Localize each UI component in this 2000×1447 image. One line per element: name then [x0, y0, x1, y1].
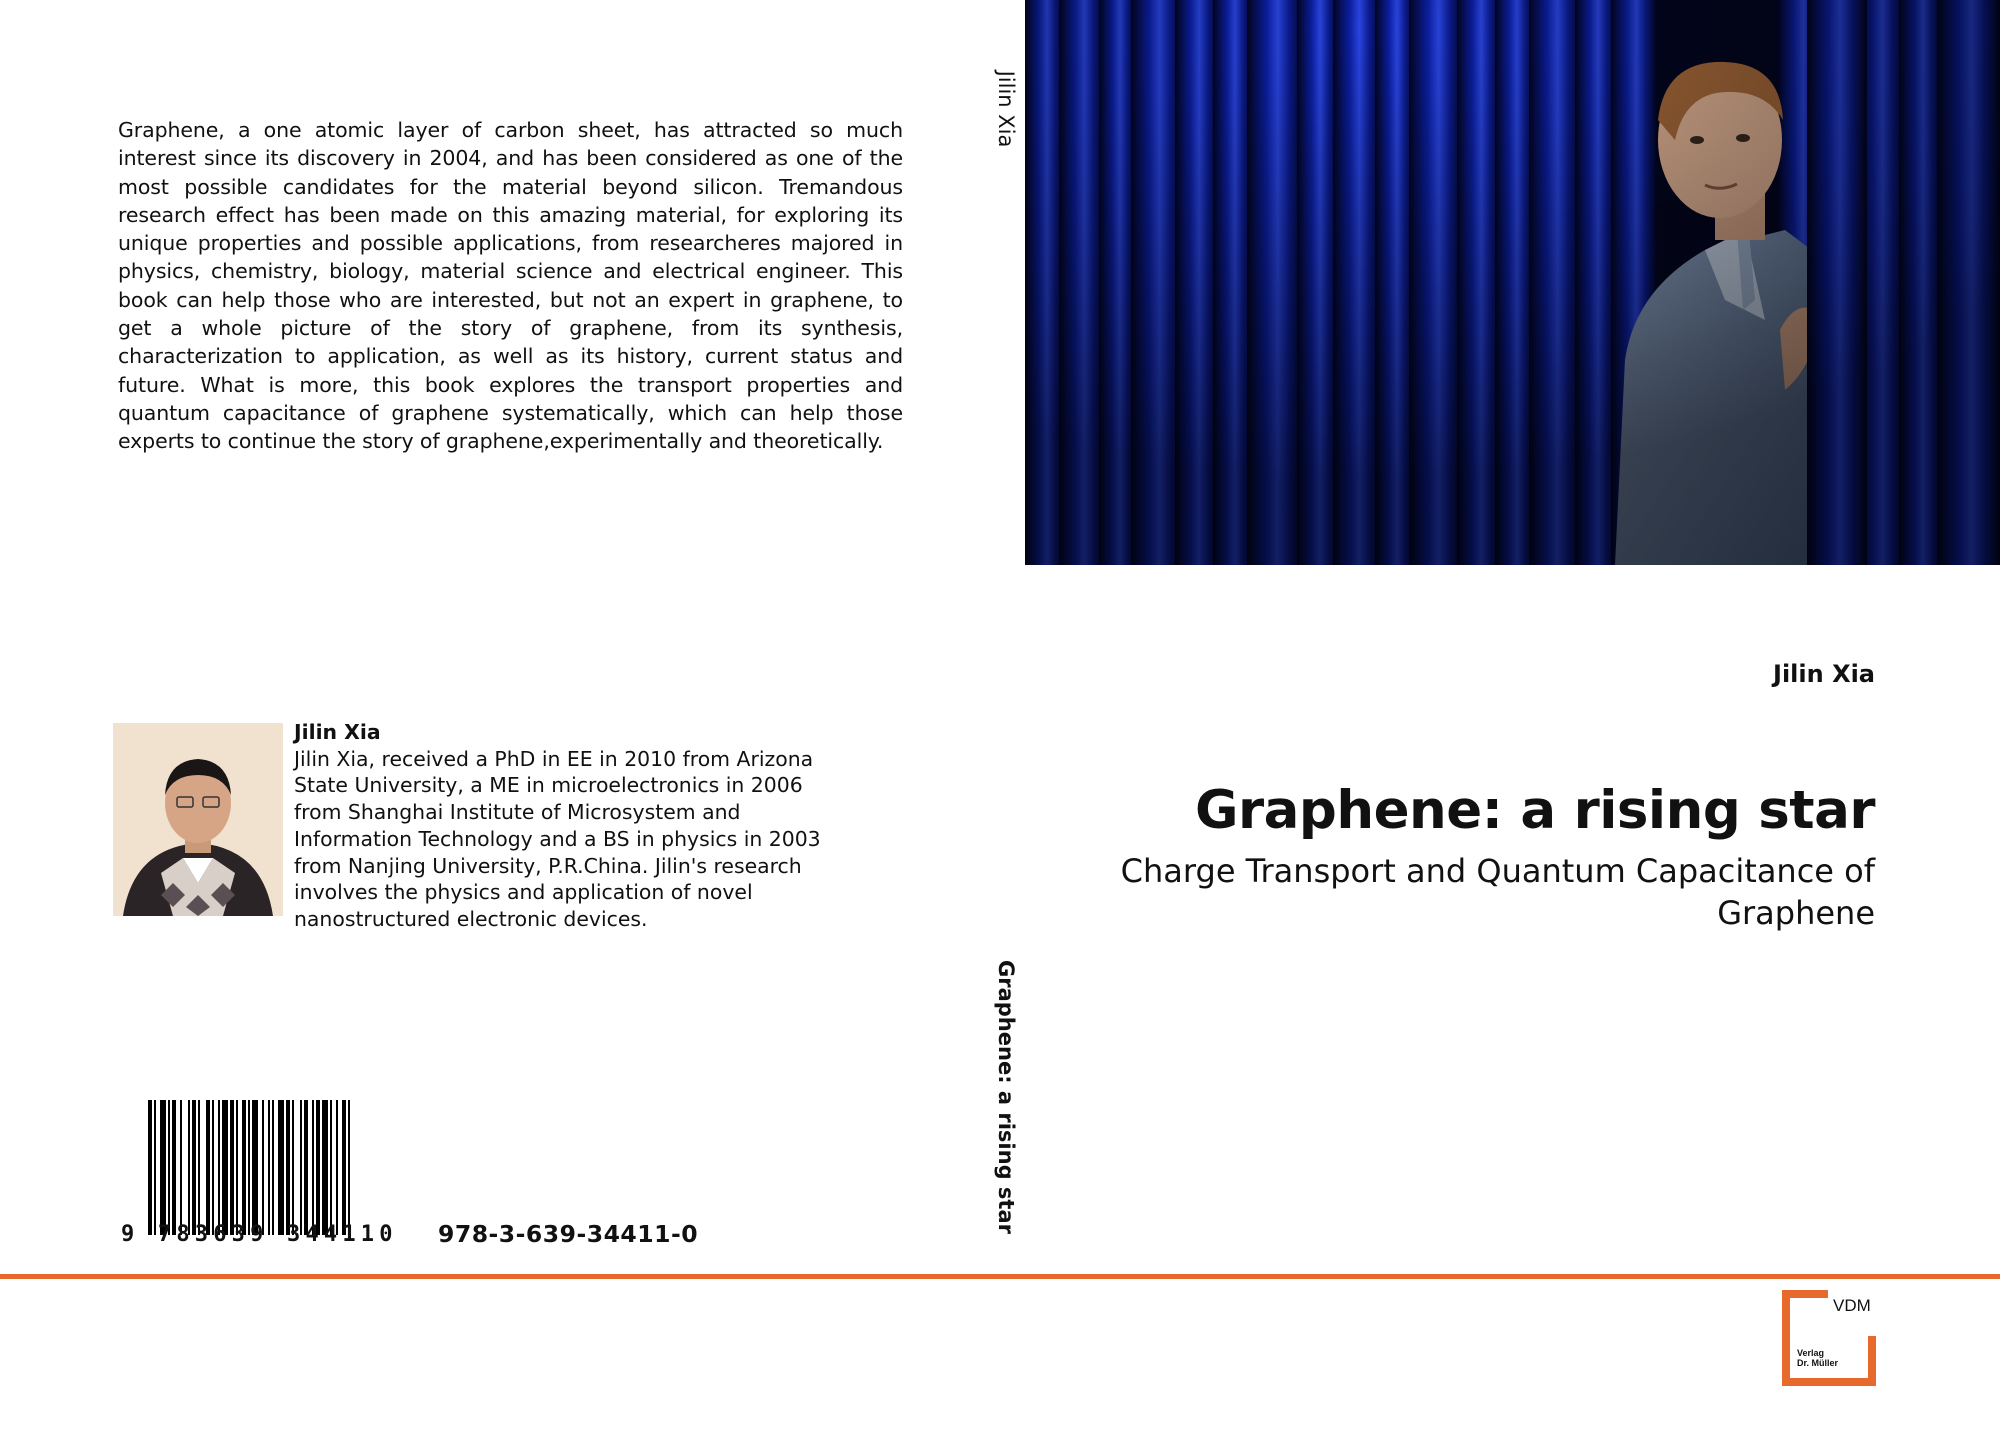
barcode-bar	[252, 1100, 258, 1235]
barcode-bar	[236, 1100, 238, 1235]
barcode-bar	[168, 1100, 170, 1235]
orange-divider	[0, 1274, 2000, 1279]
barcode-bar	[330, 1100, 332, 1235]
barcode-bar	[348, 1100, 350, 1235]
front-title: Graphene: a rising star	[1195, 780, 1875, 841]
barcode-bar	[342, 1100, 346, 1235]
barcode-bar	[262, 1100, 264, 1235]
barcode-bar	[188, 1100, 190, 1235]
barcode-digits: 9 783639 344110	[121, 1222, 398, 1247]
barcode-bar	[312, 1100, 314, 1235]
barcode-bar	[286, 1100, 290, 1235]
barcode-bar	[206, 1100, 210, 1235]
vdm-logo-subtext	[1797, 1348, 1838, 1368]
author-bio-block	[294, 719, 854, 933]
barcode-bar	[218, 1100, 220, 1235]
isbn-number: 978-3-639-34411-0	[438, 1220, 699, 1248]
vdm-subtext-line-2: Dr. Müller	[1797, 1358, 1839, 1368]
spine-author: Jilin Xia	[994, 70, 1018, 148]
barcode-bar	[278, 1100, 284, 1235]
vdm-subtext-line-1: Verlag	[1797, 1348, 1825, 1358]
author-bio-name: Jilin Xia	[294, 720, 381, 744]
barcode-bar	[248, 1100, 250, 1235]
barcode-bar	[160, 1100, 166, 1235]
front-author: Jilin Xia	[1773, 660, 1875, 688]
barcode-bar	[180, 1100, 182, 1235]
author-bio-text: Jilin Xia, received a PhD in EE in 2010 from Arizona State University, a ME in microelectronics in 2006 from Shanghai Institute of Microsystem and Information Technology and a BS in physics in 2003 from Nanjing University, P.R.China. Jilin's research involves the physics and application of novel nanostructured electronic devices.	[294, 746, 821, 931]
barcode-bar	[242, 1100, 246, 1235]
barcode-bar	[222, 1100, 228, 1235]
author-portrait	[113, 723, 283, 916]
barcode-bar	[316, 1100, 320, 1235]
barcode-bar	[230, 1100, 234, 1235]
back-cover-blurb: Graphene, a one atomic layer of carbon sheet, has attracted so much interest since its discovery in 2004, and has been considered as one of the most possible candidates for the material beyond silicon. Tremandous research effect has been made on this amazing material, for exploring its unique properties and possible applications, from researcheres majored in physics, chemistry, biology, material science and electrical engineer. This book can help those who are interested, but not an expert in graphene, to get a whole picture of the story of graphene, from its synthesis, characterization to application, as well as its history, current status and future. What is more, this book explores the transport properties and quantum capacitance of graphene systematically, which can help those experts to continue the story of graphene,experimentally and theoretically.	[118, 118, 903, 454]
front-subtitle: Charge Transport and Quantum Capacitance of Graphene	[1120, 852, 1875, 932]
barcode-bar	[268, 1100, 270, 1235]
barcode-bar	[148, 1100, 152, 1235]
barcode-bar	[292, 1100, 294, 1235]
barcode-bar	[172, 1100, 176, 1235]
barcode-bar	[212, 1100, 214, 1235]
barcode-bar	[304, 1100, 308, 1235]
barcode-bar	[272, 1100, 274, 1235]
barcode-bar	[192, 1100, 196, 1235]
vdm-logo-text: VDM	[1833, 1296, 1871, 1315]
cover-photo	[1025, 0, 2000, 565]
barcode-bar	[300, 1100, 302, 1235]
author-photo	[113, 723, 283, 916]
barcode-bar	[336, 1100, 338, 1235]
barcode-bar	[154, 1100, 156, 1235]
barcode-bar	[322, 1100, 328, 1235]
barcode-bar	[198, 1100, 200, 1235]
curtain-illustration	[1025, 0, 2000, 565]
spine-title: Graphene: a rising star	[994, 960, 1018, 1234]
